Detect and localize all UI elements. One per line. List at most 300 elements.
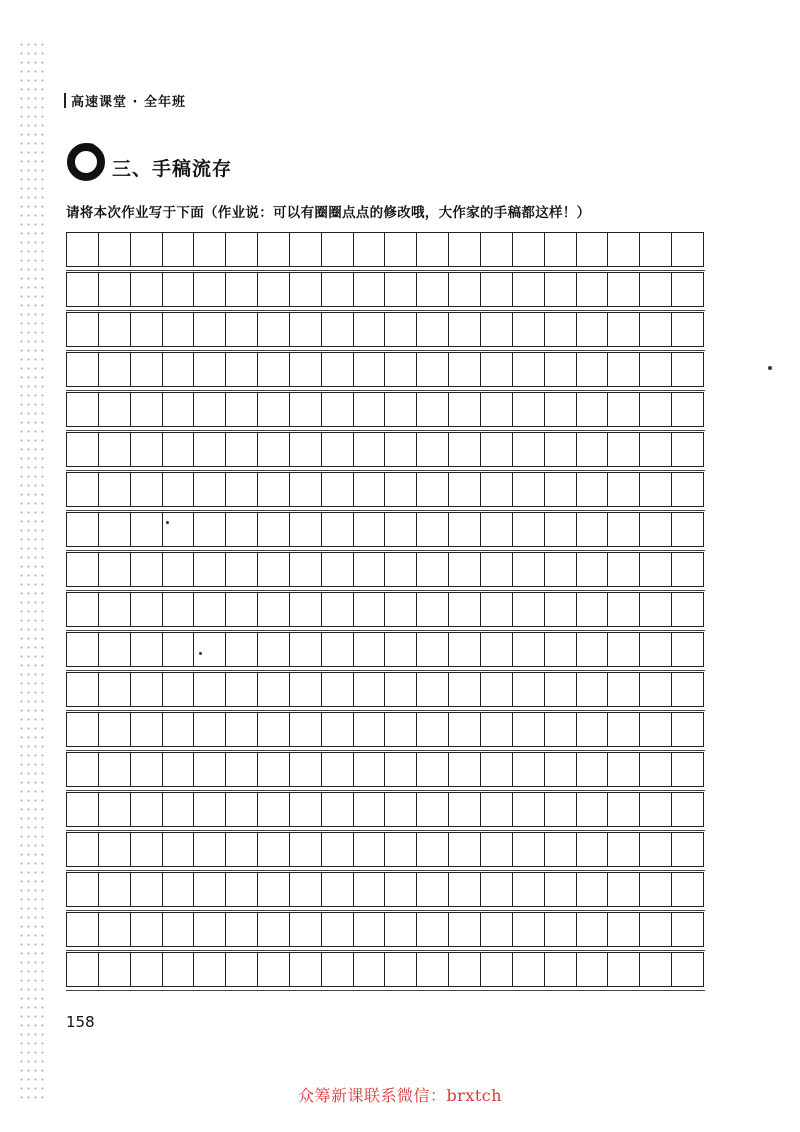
grid-cell[interactable]	[290, 873, 322, 906]
grid-cell[interactable]	[99, 473, 131, 506]
grid-cell[interactable]	[385, 873, 417, 906]
grid-cell[interactable]	[131, 273, 163, 306]
grid-cell[interactable]	[258, 553, 290, 586]
grid-cell[interactable]	[163, 593, 195, 626]
grid-cell[interactable]	[513, 553, 545, 586]
grid-cell[interactable]	[672, 833, 704, 866]
grid-cell[interactable]	[672, 753, 704, 786]
grid-cell[interactable]	[163, 313, 195, 346]
grid-cell[interactable]	[67, 313, 99, 346]
grid-cell[interactable]	[67, 553, 99, 586]
grid-cell[interactable]	[385, 833, 417, 866]
grid-cell[interactable]	[194, 513, 226, 546]
grid-cell[interactable]	[194, 313, 226, 346]
grid-cell[interactable]	[385, 713, 417, 746]
grid-cell[interactable]	[577, 593, 609, 626]
grid-cell[interactable]	[194, 353, 226, 386]
grid-cell[interactable]	[545, 473, 577, 506]
grid-cell[interactable]	[354, 433, 386, 466]
grid-cell[interactable]	[608, 273, 640, 306]
grid-cell[interactable]	[672, 913, 704, 946]
grid-cell[interactable]	[194, 873, 226, 906]
grid-cell[interactable]	[67, 513, 99, 546]
grid-cell[interactable]	[354, 273, 386, 306]
grid-cell[interactable]	[322, 553, 354, 586]
grid-cell[interactable]	[290, 273, 322, 306]
grid-cell[interactable]	[385, 513, 417, 546]
grid-cell[interactable]	[513, 393, 545, 426]
grid-cell[interactable]	[258, 753, 290, 786]
grid-cell[interactable]	[608, 393, 640, 426]
grid-cell[interactable]	[67, 593, 99, 626]
grid-cell[interactable]	[163, 353, 195, 386]
grid-cell[interactable]	[577, 713, 609, 746]
grid-cell[interactable]	[481, 873, 513, 906]
grid-cell[interactable]	[672, 433, 704, 466]
grid-cell[interactable]	[513, 353, 545, 386]
grid-cell[interactable]	[322, 513, 354, 546]
grid-cell[interactable]	[481, 233, 513, 266]
grid-cell[interactable]	[226, 433, 258, 466]
grid-cell[interactable]	[481, 553, 513, 586]
grid-cell[interactable]	[640, 513, 672, 546]
grid-cell[interactable]	[672, 673, 704, 706]
grid-cell[interactable]	[131, 593, 163, 626]
grid-cell[interactable]	[449, 913, 481, 946]
grid-cell[interactable]	[608, 473, 640, 506]
grid-cell[interactable]	[194, 633, 226, 666]
grid-cell[interactable]	[354, 793, 386, 826]
grid-cell[interactable]	[99, 753, 131, 786]
grid-cell[interactable]	[194, 433, 226, 466]
grid-cell[interactable]	[354, 313, 386, 346]
grid-cell[interactable]	[449, 753, 481, 786]
grid-cell[interactable]	[290, 793, 322, 826]
grid-cell[interactable]	[99, 553, 131, 586]
grid-cell[interactable]	[385, 553, 417, 586]
grid-cell[interactable]	[640, 473, 672, 506]
grid-cell[interactable]	[608, 913, 640, 946]
grid-cell[interactable]	[194, 913, 226, 946]
grid-cell[interactable]	[545, 633, 577, 666]
grid-cell[interactable]	[385, 913, 417, 946]
grid-cell[interactable]	[577, 873, 609, 906]
grid-cell[interactable]	[577, 433, 609, 466]
grid-cell[interactable]	[481, 313, 513, 346]
grid-cell[interactable]	[258, 273, 290, 306]
grid-cell[interactable]	[163, 913, 195, 946]
grid-cell[interactable]	[577, 953, 609, 986]
grid-cell[interactable]	[131, 513, 163, 546]
grid-cell[interactable]	[67, 233, 99, 266]
grid-cell[interactable]	[577, 313, 609, 346]
grid-cell[interactable]	[513, 753, 545, 786]
grid-cell[interactable]	[226, 513, 258, 546]
grid-cell[interactable]	[258, 793, 290, 826]
grid-cell[interactable]	[226, 353, 258, 386]
grid-cell[interactable]	[449, 273, 481, 306]
grid-cell[interactable]	[67, 873, 99, 906]
grid-cell[interactable]	[258, 633, 290, 666]
grid-cell[interactable]	[385, 433, 417, 466]
writing-grid[interactable]	[66, 232, 704, 992]
grid-cell[interactable]	[640, 233, 672, 266]
grid-cell[interactable]	[608, 313, 640, 346]
grid-cell[interactable]	[417, 313, 449, 346]
grid-cell[interactable]	[577, 553, 609, 586]
grid-cell[interactable]	[449, 873, 481, 906]
grid-cell[interactable]	[67, 753, 99, 786]
grid-cell[interactable]	[258, 353, 290, 386]
grid-cell[interactable]	[577, 353, 609, 386]
grid-cell[interactable]	[354, 513, 386, 546]
grid-cell[interactable]	[577, 513, 609, 546]
grid-cell[interactable]	[385, 393, 417, 426]
grid-cell[interactable]	[226, 953, 258, 986]
grid-cell[interactable]	[322, 873, 354, 906]
grid-cell[interactable]	[449, 233, 481, 266]
grid-cell[interactable]	[258, 833, 290, 866]
grid-cell[interactable]	[608, 513, 640, 546]
grid-cell[interactable]	[322, 433, 354, 466]
grid-cell[interactable]	[163, 633, 195, 666]
grid-cell[interactable]	[608, 633, 640, 666]
grid-cell[interactable]	[513, 593, 545, 626]
grid-cell[interactable]	[481, 793, 513, 826]
grid-cell[interactable]	[194, 593, 226, 626]
grid-cell[interactable]	[163, 513, 195, 546]
grid-cell[interactable]	[99, 793, 131, 826]
grid-cell[interactable]	[417, 393, 449, 426]
grid-cell[interactable]	[258, 393, 290, 426]
grid-cell[interactable]	[385, 793, 417, 826]
grid-cell[interactable]	[417, 273, 449, 306]
grid-cell[interactable]	[322, 233, 354, 266]
grid-cell[interactable]	[481, 473, 513, 506]
grid-cell[interactable]	[513, 913, 545, 946]
grid-cell[interactable]	[545, 553, 577, 586]
grid-cell[interactable]	[354, 953, 386, 986]
grid-cell[interactable]	[194, 233, 226, 266]
grid-cell[interactable]	[577, 913, 609, 946]
grid-cell[interactable]	[322, 273, 354, 306]
grid-cell[interactable]	[258, 713, 290, 746]
grid-cell[interactable]	[194, 553, 226, 586]
grid-cell[interactable]	[672, 273, 704, 306]
grid-cell[interactable]	[99, 873, 131, 906]
grid-cell[interactable]	[672, 513, 704, 546]
grid-cell[interactable]	[608, 353, 640, 386]
grid-cell[interactable]	[131, 793, 163, 826]
grid-cell[interactable]	[226, 593, 258, 626]
grid-cell[interactable]	[290, 473, 322, 506]
grid-cell[interactable]	[608, 873, 640, 906]
grid-cell[interactable]	[67, 433, 99, 466]
grid-cell[interactable]	[417, 633, 449, 666]
grid-cell[interactable]	[226, 873, 258, 906]
grid-cell[interactable]	[67, 953, 99, 986]
grid-cell[interactable]	[163, 873, 195, 906]
grid-cell[interactable]	[608, 713, 640, 746]
grid-cell[interactable]	[417, 673, 449, 706]
grid-cell[interactable]	[417, 513, 449, 546]
grid-cell[interactable]	[545, 233, 577, 266]
grid-cell[interactable]	[258, 953, 290, 986]
grid-cell[interactable]	[163, 713, 195, 746]
grid-cell[interactable]	[545, 673, 577, 706]
grid-cell[interactable]	[449, 313, 481, 346]
grid-cell[interactable]	[577, 273, 609, 306]
grid-cell[interactable]	[577, 393, 609, 426]
grid-cell[interactable]	[258, 513, 290, 546]
grid-cell[interactable]	[194, 953, 226, 986]
grid-cell[interactable]	[513, 273, 545, 306]
grid-cell[interactable]	[258, 913, 290, 946]
grid-cell[interactable]	[417, 833, 449, 866]
grid-cell[interactable]	[67, 713, 99, 746]
grid-cell[interactable]	[354, 393, 386, 426]
grid-cell[interactable]	[131, 673, 163, 706]
grid-cell[interactable]	[258, 593, 290, 626]
grid-cell[interactable]	[385, 353, 417, 386]
grid-cell[interactable]	[99, 673, 131, 706]
grid-cell[interactable]	[226, 313, 258, 346]
grid-cell[interactable]	[545, 793, 577, 826]
grid-cell[interactable]	[322, 833, 354, 866]
grid-cell[interactable]	[354, 593, 386, 626]
grid-cell[interactable]	[481, 833, 513, 866]
grid-cell[interactable]	[449, 673, 481, 706]
grid-cell[interactable]	[640, 953, 672, 986]
grid-cell[interactable]	[449, 553, 481, 586]
grid-cell[interactable]	[513, 433, 545, 466]
grid-cell[interactable]	[385, 593, 417, 626]
grid-cell[interactable]	[513, 833, 545, 866]
grid-cell[interactable]	[577, 633, 609, 666]
grid-cell[interactable]	[226, 833, 258, 866]
grid-cell[interactable]	[481, 273, 513, 306]
grid-cell[interactable]	[449, 513, 481, 546]
grid-cell[interactable]	[322, 473, 354, 506]
grid-cell[interactable]	[481, 713, 513, 746]
grid-cell[interactable]	[354, 633, 386, 666]
grid-cell[interactable]	[640, 673, 672, 706]
grid-cell[interactable]	[449, 633, 481, 666]
grid-cell[interactable]	[640, 753, 672, 786]
grid-cell[interactable]	[481, 633, 513, 666]
grid-cell[interactable]	[322, 353, 354, 386]
grid-cell[interactable]	[290, 633, 322, 666]
grid-cell[interactable]	[672, 633, 704, 666]
grid-cell[interactable]	[322, 713, 354, 746]
grid-cell[interactable]	[385, 633, 417, 666]
grid-cell[interactable]	[545, 913, 577, 946]
grid-cell[interactable]	[449, 833, 481, 866]
grid-cell[interactable]	[672, 393, 704, 426]
grid-cell[interactable]	[608, 673, 640, 706]
grid-cell[interactable]	[194, 833, 226, 866]
grid-cell[interactable]	[290, 953, 322, 986]
grid-cell[interactable]	[226, 913, 258, 946]
grid-cell[interactable]	[290, 913, 322, 946]
grid-cell[interactable]	[194, 753, 226, 786]
grid-cell[interactable]	[67, 913, 99, 946]
grid-cell[interactable]	[226, 273, 258, 306]
grid-cell[interactable]	[417, 473, 449, 506]
grid-cell[interactable]	[322, 753, 354, 786]
grid-cell[interactable]	[131, 353, 163, 386]
grid-cell[interactable]	[354, 833, 386, 866]
grid-cell[interactable]	[354, 553, 386, 586]
grid-cell[interactable]	[99, 393, 131, 426]
grid-cell[interactable]	[608, 753, 640, 786]
grid-cell[interactable]	[577, 673, 609, 706]
grid-cell[interactable]	[194, 713, 226, 746]
grid-cell[interactable]	[290, 393, 322, 426]
grid-cell[interactable]	[608, 953, 640, 986]
grid-cell[interactable]	[640, 313, 672, 346]
grid-cell[interactable]	[417, 553, 449, 586]
grid-cell[interactable]	[417, 233, 449, 266]
grid-cell[interactable]	[672, 313, 704, 346]
grid-cell[interactable]	[354, 873, 386, 906]
grid-cell[interactable]	[513, 873, 545, 906]
grid-cell[interactable]	[163, 793, 195, 826]
grid-cell[interactable]	[290, 313, 322, 346]
grid-cell[interactable]	[226, 713, 258, 746]
grid-cell[interactable]	[577, 833, 609, 866]
grid-cell[interactable]	[194, 393, 226, 426]
grid-cell[interactable]	[672, 233, 704, 266]
grid-cell[interactable]	[417, 433, 449, 466]
grid-cell[interactable]	[131, 433, 163, 466]
grid-cell[interactable]	[290, 833, 322, 866]
grid-cell[interactable]	[290, 353, 322, 386]
grid-cell[interactable]	[640, 833, 672, 866]
grid-cell[interactable]	[226, 753, 258, 786]
grid-cell[interactable]	[99, 633, 131, 666]
grid-cell[interactable]	[99, 513, 131, 546]
grid-cell[interactable]	[226, 553, 258, 586]
grid-cell[interactable]	[672, 953, 704, 986]
grid-cell[interactable]	[672, 873, 704, 906]
grid-cell[interactable]	[545, 513, 577, 546]
grid-cell[interactable]	[322, 393, 354, 426]
grid-cell[interactable]	[163, 233, 195, 266]
grid-cell[interactable]	[99, 953, 131, 986]
grid-cell[interactable]	[131, 713, 163, 746]
grid-cell[interactable]	[481, 433, 513, 466]
grid-cell[interactable]	[545, 753, 577, 786]
grid-cell[interactable]	[131, 233, 163, 266]
grid-cell[interactable]	[417, 953, 449, 986]
grid-cell[interactable]	[67, 393, 99, 426]
grid-cell[interactable]	[354, 753, 386, 786]
grid-cell[interactable]	[131, 953, 163, 986]
grid-cell[interactable]	[577, 793, 609, 826]
grid-cell[interactable]	[163, 673, 195, 706]
grid-cell[interactable]	[417, 913, 449, 946]
grid-cell[interactable]	[640, 273, 672, 306]
grid-cell[interactable]	[608, 593, 640, 626]
grid-cell[interactable]	[290, 593, 322, 626]
grid-cell[interactable]	[513, 633, 545, 666]
grid-cell[interactable]	[417, 593, 449, 626]
grid-cell[interactable]	[322, 913, 354, 946]
grid-cell[interactable]	[67, 353, 99, 386]
grid-cell[interactable]	[354, 913, 386, 946]
grid-cell[interactable]	[226, 233, 258, 266]
grid-cell[interactable]	[513, 673, 545, 706]
grid-cell[interactable]	[385, 233, 417, 266]
grid-cell[interactable]	[163, 473, 195, 506]
grid-cell[interactable]	[258, 313, 290, 346]
grid-cell[interactable]	[417, 753, 449, 786]
grid-cell[interactable]	[163, 553, 195, 586]
grid-cell[interactable]	[131, 833, 163, 866]
grid-cell[interactable]	[258, 873, 290, 906]
grid-cell[interactable]	[513, 513, 545, 546]
grid-cell[interactable]	[545, 953, 577, 986]
grid-cell[interactable]	[481, 953, 513, 986]
grid-cell[interactable]	[226, 793, 258, 826]
grid-cell[interactable]	[513, 953, 545, 986]
grid-cell[interactable]	[290, 713, 322, 746]
grid-cell[interactable]	[258, 233, 290, 266]
grid-cell[interactable]	[131, 753, 163, 786]
grid-cell[interactable]	[640, 433, 672, 466]
grid-cell[interactable]	[513, 713, 545, 746]
grid-cell[interactable]	[672, 593, 704, 626]
grid-cell[interactable]	[131, 473, 163, 506]
grid-cell[interactable]	[290, 753, 322, 786]
grid-cell[interactable]	[449, 393, 481, 426]
grid-cell[interactable]	[481, 393, 513, 426]
grid-cell[interactable]	[545, 713, 577, 746]
grid-cell[interactable]	[99, 713, 131, 746]
grid-cell[interactable]	[131, 913, 163, 946]
grid-cell[interactable]	[608, 553, 640, 586]
grid-cell[interactable]	[481, 753, 513, 786]
grid-cell[interactable]	[354, 473, 386, 506]
grid-cell[interactable]	[99, 313, 131, 346]
grid-cell[interactable]	[163, 273, 195, 306]
grid-cell[interactable]	[385, 953, 417, 986]
grid-cell[interactable]	[194, 673, 226, 706]
grid-cell[interactable]	[67, 633, 99, 666]
grid-cell[interactable]	[194, 473, 226, 506]
grid-cell[interactable]	[322, 313, 354, 346]
grid-cell[interactable]	[99, 233, 131, 266]
grid-cell[interactable]	[99, 833, 131, 866]
grid-cell[interactable]	[385, 273, 417, 306]
grid-cell[interactable]	[354, 713, 386, 746]
grid-cell[interactable]	[131, 873, 163, 906]
grid-cell[interactable]	[640, 793, 672, 826]
grid-cell[interactable]	[417, 713, 449, 746]
grid-cell[interactable]	[99, 593, 131, 626]
grid-cell[interactable]	[608, 433, 640, 466]
grid-cell[interactable]	[131, 553, 163, 586]
grid-cell[interactable]	[417, 873, 449, 906]
grid-cell[interactable]	[545, 393, 577, 426]
grid-cell[interactable]	[290, 513, 322, 546]
grid-cell[interactable]	[290, 233, 322, 266]
grid-cell[interactable]	[672, 473, 704, 506]
grid-cell[interactable]	[672, 713, 704, 746]
grid-cell[interactable]	[608, 833, 640, 866]
grid-cell[interactable]	[322, 593, 354, 626]
